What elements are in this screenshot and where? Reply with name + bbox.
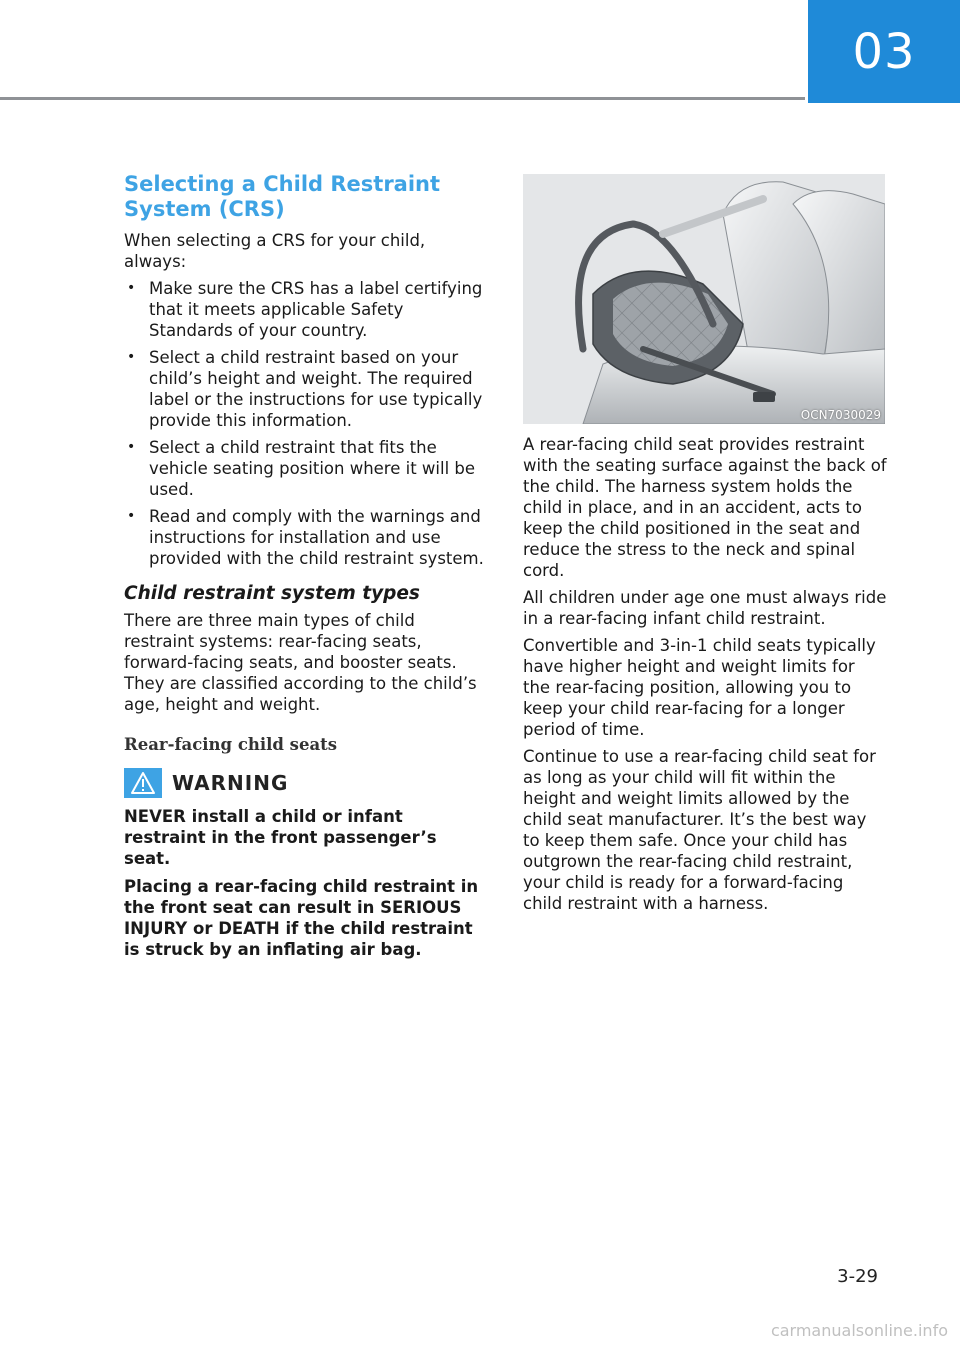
site-watermark[interactable]: carmanualsonline.info: [770, 1321, 948, 1340]
right-column: [523, 174, 887, 920]
header-rule: [0, 97, 805, 100]
list-item: [124, 347, 486, 431]
warning-triangle-icon: [124, 768, 162, 798]
warning-text: Placing a rear-facing child restraint in the front seat can result in SERIOUS INJURY or DEATH if the child restraint is struck by an inflating air bag.: [124, 877, 479, 959]
body-paragraph: Continue to use a rear-facing child seat for as long as your child will fit within the height and weight limits allowed by the child seat manufacturer. It’s the best way to keep them safe. Once your child has outgrown the rear-facing child restraint, your child is ready for a forward-facing child restraint with a harness.: [523, 747, 876, 913]
body-paragraph: All children under age one must always ride in a rear-facing infant child restraint.: [523, 588, 887, 628]
types-subheading: Child restraint system types: [124, 583, 420, 604]
list-item-text: Select a child restraint that fits the vehicle seating position where it will be used.: [149, 438, 476, 499]
section-title: Selecting a Child Restraint System (CRS): [124, 172, 441, 221]
bullet-mark: •: [127, 280, 136, 296]
warning-title: WARNING: [172, 771, 289, 795]
body-paragraph: A rear-facing child seat provides restraint with the seating surface against the back of the child. The harness system holds the child in place, and in an accident, acts to keep the child positioned in the seat and reduce the stress to the neck and spinal cord.: [523, 435, 887, 580]
list-item: [124, 506, 486, 569]
child-seat-illustration: [523, 174, 885, 424]
list-item: [124, 437, 486, 500]
list-item-text: Make sure the CRS has a label certifying that it meets applicable Safety Standards of your country.: [149, 279, 483, 340]
intro-paragraph: When selecting a CRS for your child, always:: [124, 231, 426, 271]
requirements-list: [124, 278, 486, 569]
rear-facing-heading: Rear-facing child seats: [124, 735, 338, 754]
page-number: 3-29: [837, 1266, 878, 1287]
figure-code: OCN7030029: [800, 408, 881, 422]
body-paragraph: Convertible and 3-in-1 child seats typically have higher height and weight limits for the rear-facing position, allowing you to keep your child rear-facing for a longer period of time.: [523, 636, 876, 739]
left-column: [124, 172, 486, 967]
bullet-mark: •: [127, 349, 136, 365]
warning-text: NEVER install a child or infant restraint in the front passenger’s seat.: [124, 807, 437, 868]
list-item-text: Select a child restraint based on your child’s height and weight. The required label or the instructions for use typically provide this information.: [149, 348, 483, 430]
bullet-mark: •: [127, 508, 136, 524]
rear-seat-illustration: [523, 174, 885, 424]
warning-header: [124, 768, 486, 798]
bullet-mark: •: [127, 439, 136, 455]
chapter-tab: 03: [808, 0, 960, 103]
list-item-text: Read and comply with the warnings and instructions for installation and use provided with the child restraint system.: [149, 507, 484, 568]
list-item: [124, 278, 486, 341]
types-paragraph: There are three main types of child restraint systems: rear-facing seats, forward-facing seats, and booster seats. They are classified according to the child’s age, height and weight.: [124, 611, 477, 714]
